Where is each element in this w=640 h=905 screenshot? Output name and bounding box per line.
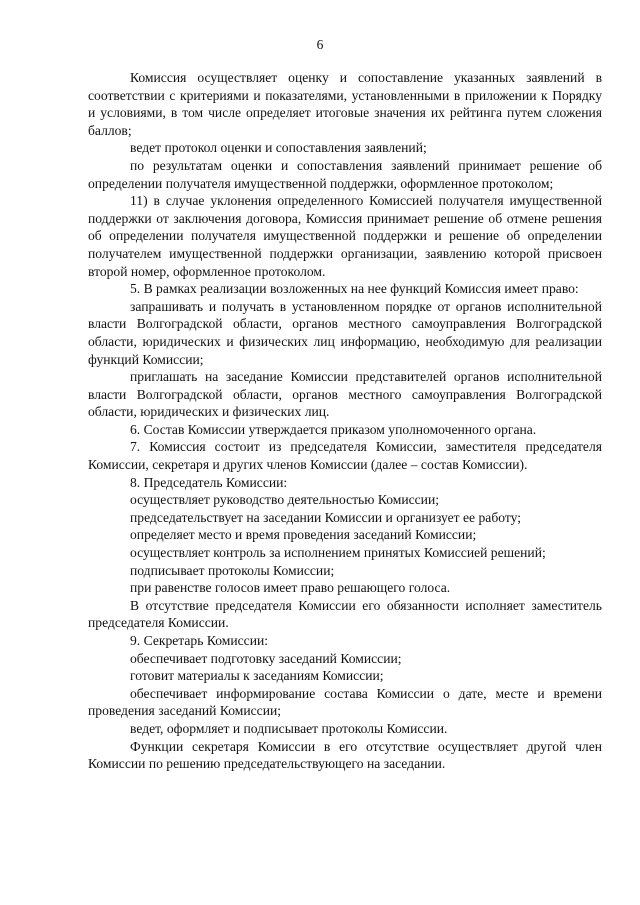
document-body <box>88 69 602 773</box>
paragraph: 5. В рамках реализации возложенных на нее функций Комиссия имеет право: <box>130 281 579 297</box>
paragraph: председательствует на заседании Комиссии и организует ее работу; <box>130 509 522 525</box>
paragraph: Комиссия осуществляет оценку и сопоставление указанных заявлений в соответствии с критериями и показателями, установленными в приложении к Порядку и условиями, в том числе определяет итоговые значения их рейтинга путем сложения баллов; <box>88 70 602 138</box>
paragraph: ведет протокол оценки и сопоставления заявлений; <box>130 140 427 156</box>
paragraph: запрашивать и получать в установленном порядке от органов исполнительной власти Волгоградской области, органов местного самоуправления Волгоградской области, юридических и физических лиц информацию, необходимую для реализации функций Комиссии; <box>88 298 602 367</box>
paragraph: 7. Комиссия состоит из председателя Комиссии, заместителя председателя Комиссии, секретаря и других членов Комиссии (далее – состав Комиссии). <box>88 439 602 473</box>
paragraph: 6. Состав Комиссии утверждается приказом уполномоченного органа. <box>130 421 537 437</box>
paragraph: Функции секретаря Комиссии в его отсутствие осуществляет другой член Комиссии по решению председательствующего на заседании. <box>88 738 602 772</box>
paragraph: обеспечивает подготовку заседаний Комиссии; <box>130 650 402 666</box>
paragraph: осуществляет руководство деятельностью Комиссии; <box>130 492 440 508</box>
page-number: 6 <box>316 37 324 52</box>
paragraph: при равенстве голосов имеет право решающего голоса. <box>130 580 451 596</box>
paragraph: ведет, оформляет и подписывает протоколы Комиссии. <box>130 720 448 736</box>
paragraph: 9. Секретарь Комиссии: <box>130 633 269 648</box>
paragraph: 8. Председатель Комиссии: <box>130 474 288 490</box>
paragraph: по результатам оценки и сопоставления заявлений принимает решение об определении получателя имущественной поддержки, оформленное протоколом; <box>88 157 602 191</box>
paragraph: приглашать на заседание Комиссии представителей органов исполнительной власти Волгоградской области, органов местного самоуправления Волгоградской области, юридических и физических лиц. <box>88 369 602 420</box>
paragraph: определяет место и время проведения заседаний Комиссии; <box>130 527 477 543</box>
paragraph: подписывает протоколы Комиссии; <box>130 562 335 578</box>
paragraph: В отсутствие председателя Комиссии его обязанности исполняет заместитель председателя Комиссии. <box>88 597 602 631</box>
paragraph: готовит материалы к заседаниям Комиссии; <box>130 668 384 684</box>
paragraph: обеспечивает информирование состава Комиссии о дате, месте и времени проведения заседаний Комиссии; <box>88 685 602 719</box>
paragraph: 11) в случае уклонения определенного Комиссией получателя имущественной поддержки от заключения договора, Комиссия принимает решение об отмене решения об определении получателя имущественной поддержки и решение об определении получателем имущественной поддержки организации, заявлению которой присвоен второй номер, оформленное протоколом. <box>88 193 602 279</box>
paragraph: осуществляет контроль за исполнением принятых Комиссией решений; <box>130 545 546 561</box>
